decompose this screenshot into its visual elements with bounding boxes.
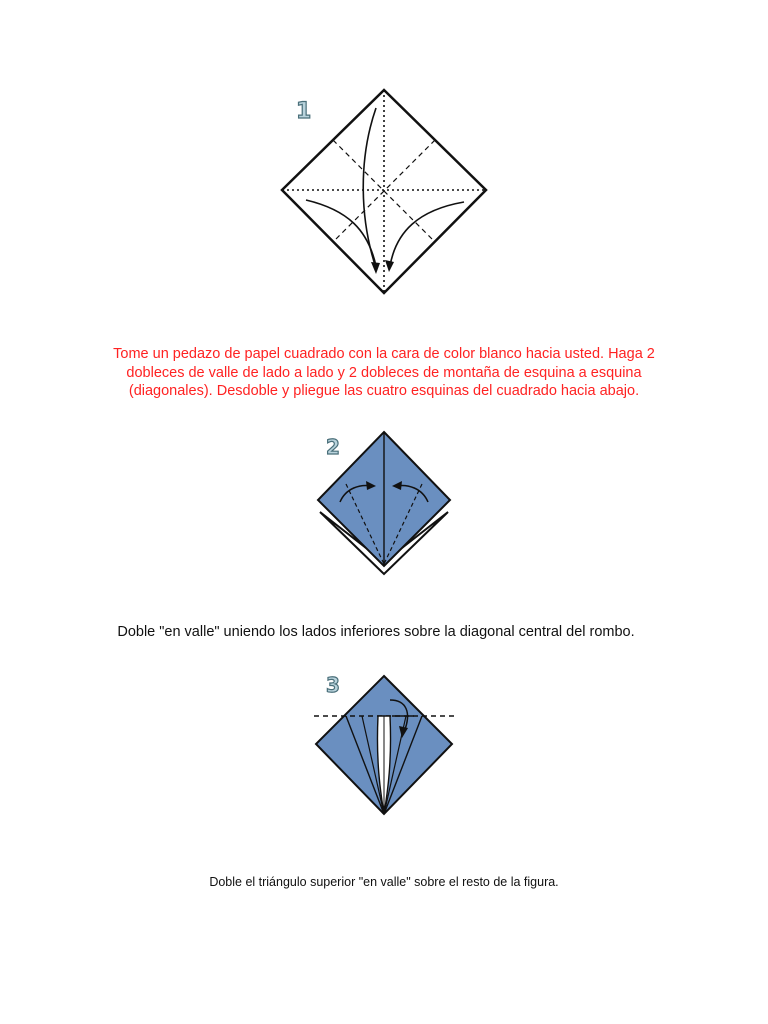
step-2-number: 2 — [326, 435, 340, 459]
step-1-number: 1 — [296, 99, 312, 124]
step-3-number: 3 — [326, 673, 340, 697]
step-3-diagram — [306, 670, 462, 820]
step-1-caption: Tome un pedazo de papel cuadrado con la cara de color blanco hacia usted. Haga 2 dobleces de valle de lado a lado y 2 dobleces de montaña de esquina a esquina (diagonales). Desdoble y pliegue las cuatro esquinas del cuadrado hacia abajo. — [113, 346, 655, 399]
step-2-diagram — [306, 424, 462, 576]
step-2-caption: Doble "en valle" uniendo los lados inferiores sobre la diagonal central del rombo. — [117, 624, 635, 640]
step-1-diagram — [268, 80, 500, 310]
step-3-caption: Doble el triángulo superior "en valle" sobre el resto de la figura. — [209, 875, 559, 889]
